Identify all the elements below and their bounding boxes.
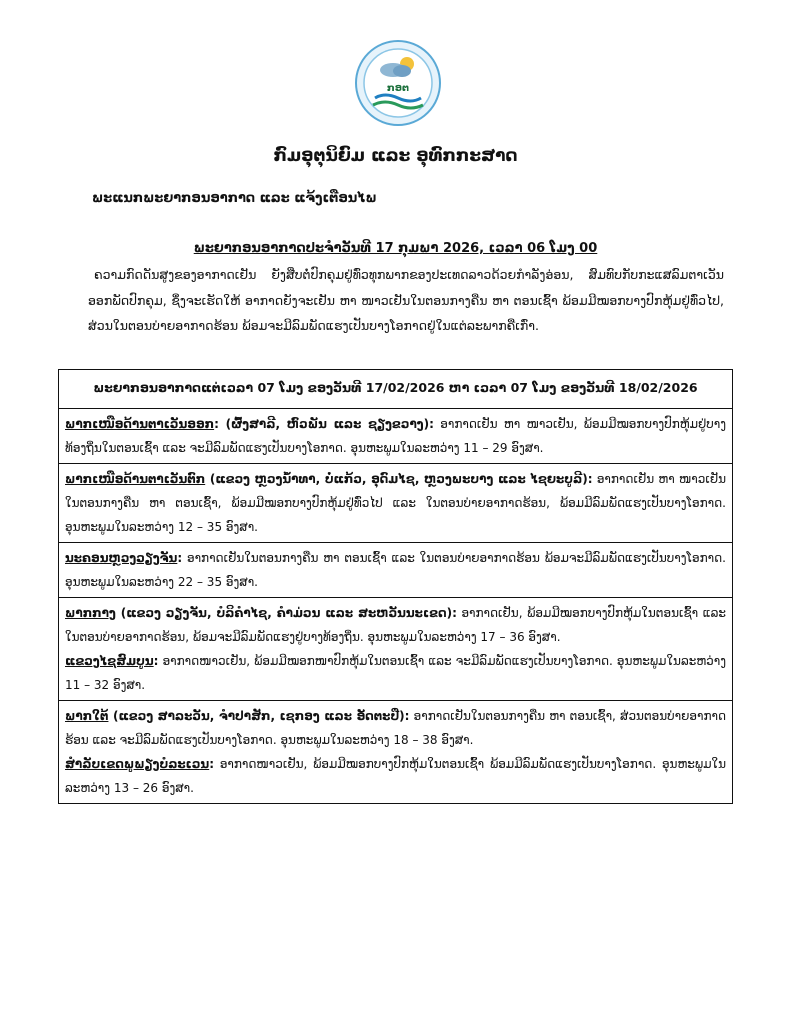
region-provinces: (ແຂວງ ສາລະວັນ, ຈຳປາສັກ, ເຊກອງ ແລະ ອັດຕະປື):: [108, 709, 410, 723]
region-cell-vientiane-capital: [59, 543, 733, 598]
department-title: ກົມອຸຕຸນິຍົມ ແລະ ອຸທົກກະສາດ: [273, 146, 518, 166]
region-forecast-text: ອາກາດເຢັນໃນຕອນກາງຄືນ ຫາ ຕອນເຊົ້າ ແລະ ໃນຕອນບ່າຍອາກາດຮ້ອນ ພ້ອມຈະມີລົມພັດແຮງເປັນບາງໂອກາດ. ອຸນຫະພູມໃນລະຫວ່າງ 22 – 35 ອົງສາ.: [65, 551, 726, 589]
subregion-name: ແຂວງໄຊສົມບູນ: [65, 654, 154, 668]
forecast-table: [58, 369, 733, 804]
region-name: ພາກເໜືອດ້ານຕາເວັນຕົກ: [65, 472, 206, 486]
table-row: [59, 409, 733, 464]
region-name: ພາກກາງ: [65, 606, 116, 620]
subregion-provinces: :: [153, 654, 159, 668]
region-cell-north-west: [59, 464, 733, 543]
region-forecast-text: ອາກາດເຢັນ, ພ້ອມມີໝອກບາງປົກຫຸ້ມໃນຕອນເຊົ້າ ແລະ ໃນຕອນບ່າຍອາກາດຮ້ອນ, ພ້ອມຈະມີລົມພັດແຮງຢູ່ບາງທ້ອງຖິ່ນ. ອຸນຫະພູມໃນລະຫວ່າງ 17 – 36 ອົງສາ.: [65, 606, 726, 644]
table-row: [59, 543, 733, 598]
subregion-forecast-text: ອາກາດໜາວເຢັນ, ພ້ອມມີໝອກໜາປົກຫຸ້ມໃນຕອນເຊົ້າ ແລະ ຈະມີລົມພັດແຮງເປັນບາງໂອກາດ. ອຸນຫະພູມໃນລະຫວ່າງ 11 – 32 ອົງສາ.: [65, 654, 726, 692]
table-row: [59, 464, 733, 543]
region-cell-north-east: [59, 409, 733, 464]
region-provinces: (ແຂວງ ວຽງຈັນ, ບໍລິຄຳໄຊ, ຄຳມ່ວນ ແລະ ສະຫວັນນະເຂດ):: [115, 606, 457, 620]
region-name: ພາກເໜືອດ້ານຕາເວັນອອກ: [65, 417, 215, 431]
region-name: ພາກໃຕ້: [65, 709, 109, 723]
logo-text: ກອຕ: [386, 83, 410, 94]
region-provinces: (ແຂວງ ຫຼວງນ້ຳທາ, ບໍ່ແກ້ວ, ອຸດົມໄຊ, ຫຼວງພະບາງ ແລະ ໄຊຍະບູລີ):: [205, 472, 593, 486]
department-logo: [355, 40, 441, 126]
forecast-intro: ຄວາມກົດດັນສູງຂອງອາກາດເຢັນ ຍັງສືບຕໍ່ປົກຄຸມຢູ່ທົ່ວທຸກພາກຂອງປະເທດລາວດ້ວຍກຳລັງອ່ອນ, ສົມທົບກັບກະແສລົມຕາເວັນອອກພັດປົກຄຸມ, ຊຶ່ງຈະເຮັດໃຫ້ ອາກາດຍັງຈະເຢັນ ຫາ ໜາວເຢັນໃນຕອນກາງຄືນ ຫາ ຕອນເຊົ້າ ພ້ອມມີໝອກບາງປົກຫຸ້ມຢູ່ທົ່ວໄປ, ສ່ວນໃນຕອນບ່າຍອາກາດຮ້ອນ ພ້ອມຈະມີລົມພັດແຮງເປັນບາງໂອກາດຢູ່ໃນແຕ່ລະພາກຄືເກົ່າ.: [88, 267, 724, 333]
forecast-title: ພະຍາກອນອາກາດປະຈຳວັນທີ 17 ກຸມພາ 2026, ເວລາ 06 ໂມງ 00: [193, 241, 598, 256]
region-cell-central: [59, 598, 733, 701]
forecast-period: ພະຍາກອນອາກາດແຕ່ເວລາ 07 ໂມງ ຂອງວັນທີ 17/02/2026 ຫາ ເວລາ 07 ໂມງ ຂອງວັນທີ 18/02/2026: [59, 370, 733, 409]
subregion-name: ສຳລັບເຂດພູພຽງບໍລະເວນ: [65, 757, 210, 771]
table-row: [59, 370, 733, 409]
region-forecast-text: ອາກາດເຢັນໃນຕອນກາງຄືນ ຫາ ຕອນເຊົ້າ, ສ່ວນຕອນບ່າຍອາກາດຮ້ອນ ແລະ ຈະມີລົມພັດແຮງເປັນບາງໂອກາດ. ອຸນຫະພູມໃນລະຫວ່າງ 18 – 38 ອົງສາ.: [65, 709, 726, 747]
region-forecast-text: ອາກາດເຢັນ ຫາ ໜາວເຢັນ, ພ້ອມມີໝອກບາງປົກຫຸ້ມຢູ່ບາງທ້ອງຖິ່ນໃນຕອນເຊົ້າ ແລະ ຈະມີລົມພັດແຮງເປັນບາງໂອກາດ. ອຸນຫະພູມໃນລະຫວ່າງ 11 – 29 ອົງສາ.: [65, 417, 727, 455]
division-title: ພະແນກພະຍາກອນອາກາດ ແລະ ແຈ້ງເຕືອນໄພ: [92, 191, 377, 206]
region-forecast-text: ອາກາດເຢັນ ຫາ ໜາວເຢັນໃນຕອນກາງຄືນ ຫາ ຕອນເຊົ້າ, ພ້ອມມີໝອກບາງປົກຫຸ້ມຢູ່ທົ່ວໄປ ແລະ ໃນຕອນບ່າຍອາກາດຮ້ອນ, ພ້ອມມີລົມພັດແຮງເປັນບາງໂອກາດ. ອຸນຫະພູມໃນລະຫວ່າງ 12 – 35 ອົງສາ.: [65, 472, 727, 534]
table-row: [59, 701, 733, 804]
region-cell-south: [59, 701, 733, 804]
region-provinces: : (ຜົ້ງສາລີ, ຫົວພັນ ແລະ ຊຽງຂວາງ):: [214, 417, 434, 431]
subregion-provinces: :: [209, 757, 214, 771]
table-row: [59, 598, 733, 701]
region-name: ນະຄອນຫຼວງວຽງຈັນ: [65, 551, 178, 565]
region-provinces: :: [177, 551, 183, 565]
subregion-forecast-text: ອາກາດໜາວເຢັນ, ພ້ອມມີໝອກບາງປົກຫຸ້ມໃນຕອນເຊົ້າ ພ້ອມມີລົມພັດແຮງເປັນບາງໂອກາດ. ອຸນຫະພູມໃນລະຫວ່າງ 13 – 26 ອົງສາ.: [65, 757, 726, 795]
